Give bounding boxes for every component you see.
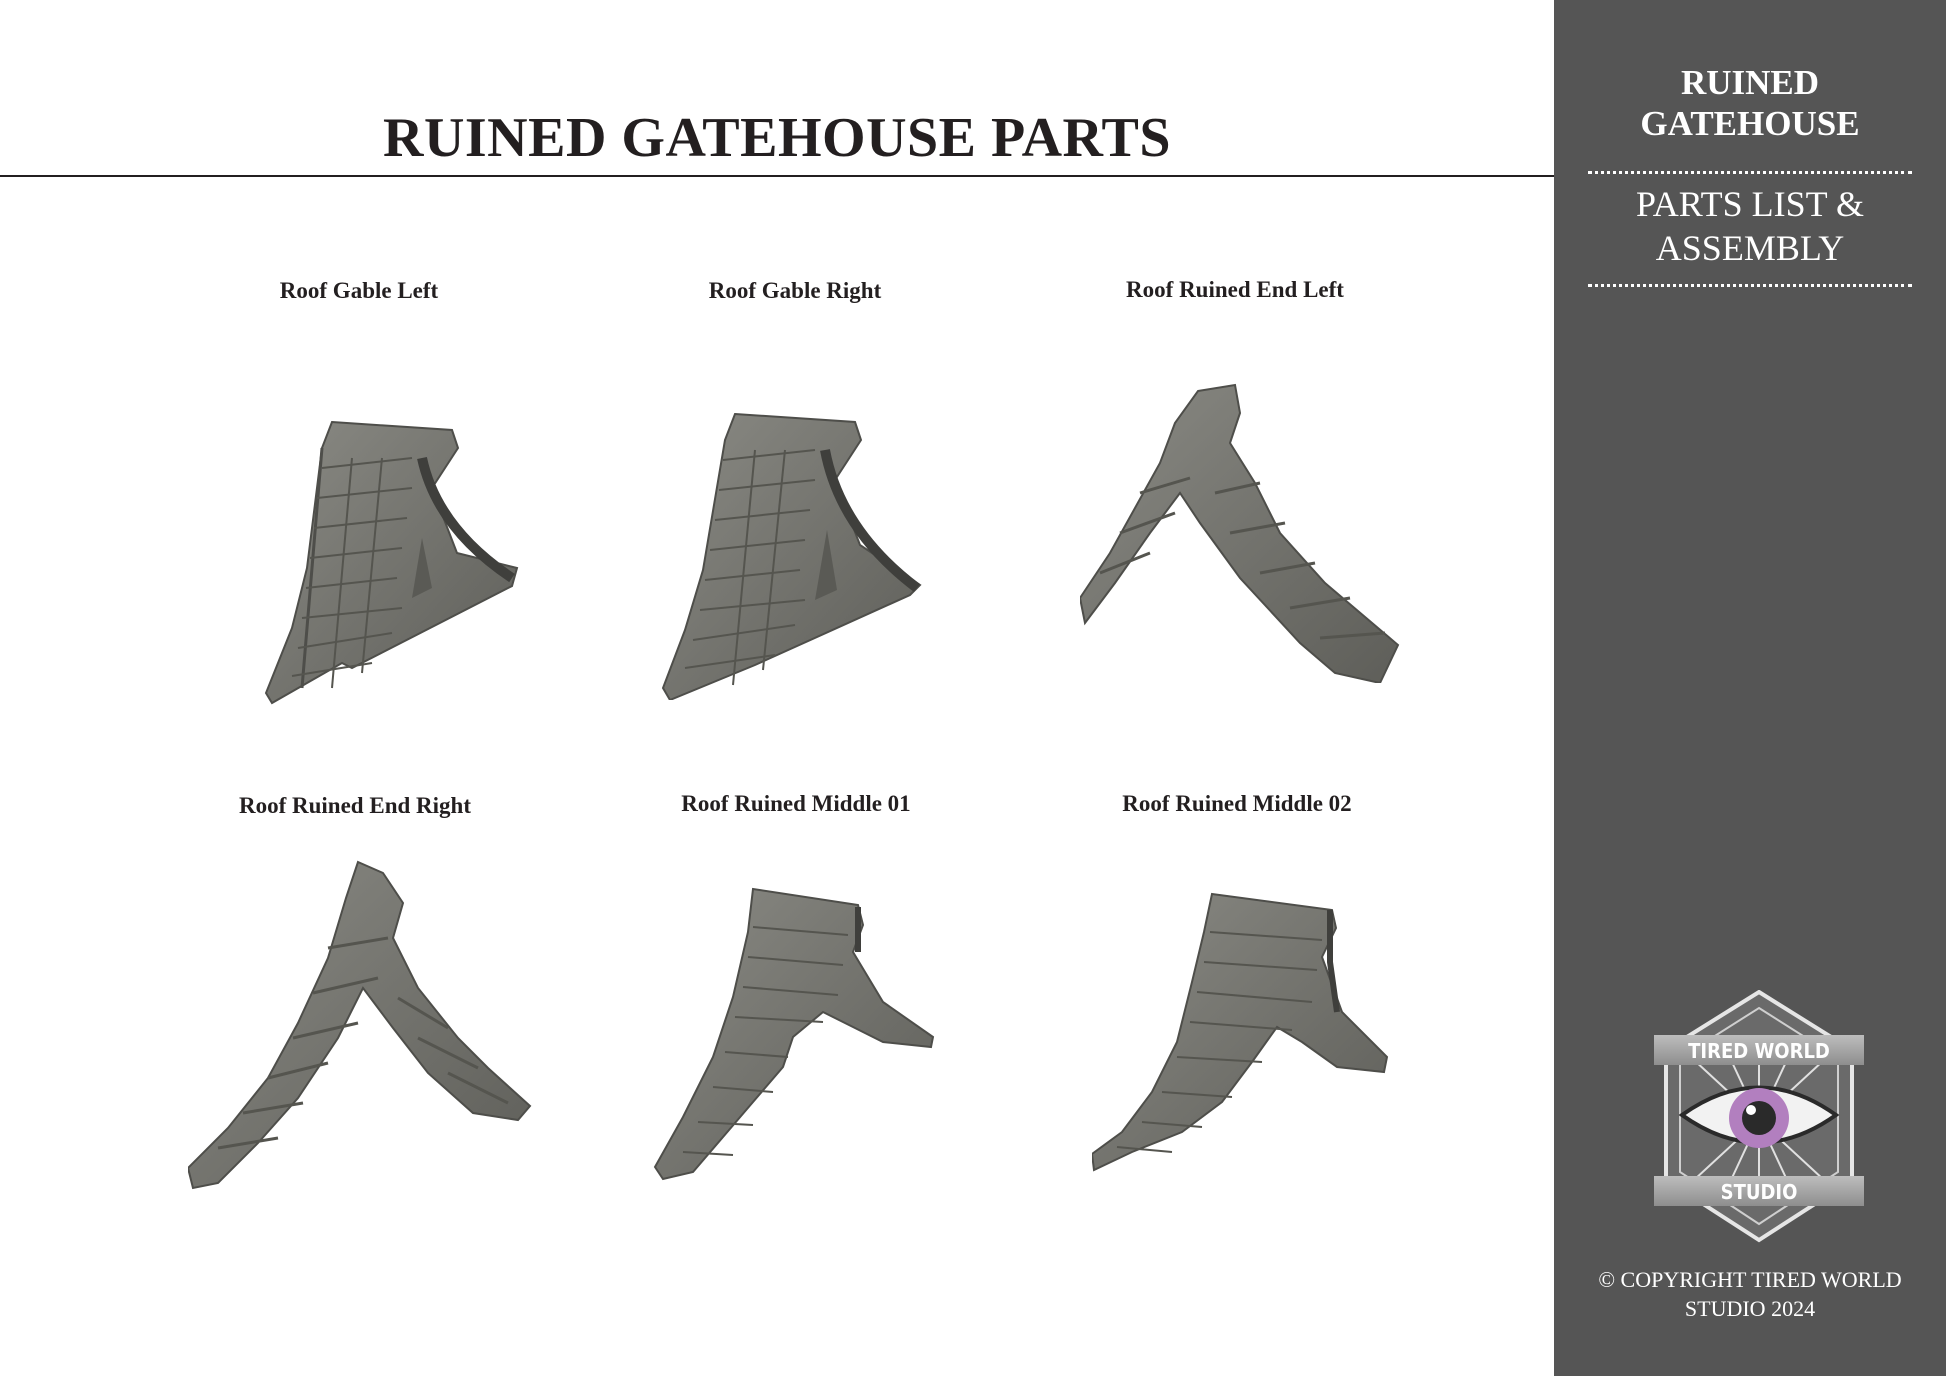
part-label-roof-gable-left: Roof Gable Left <box>279 278 439 303</box>
sidebar-title-line-1: RUINED <box>1680 63 1820 102</box>
sidebar-title-line-2: GATEHOUSE <box>1640 104 1860 143</box>
dotted-divider-bottom <box>1588 284 1912 287</box>
sidebar-subtitle <box>1554 182 1946 270</box>
copyright-line-2: STUDIO 2024 <box>1684 1296 1816 1321</box>
roof-ruined-middle-02-model <box>1092 892 1392 1177</box>
sidebar <box>1554 0 1946 1376</box>
dotted-divider-top <box>1588 171 1912 174</box>
roof-gable-left-model <box>262 418 522 708</box>
part-label-roof-ruined-end-right: Roof Ruined End Right <box>239 793 471 818</box>
sidebar-subtitle-line-2: ASSEMBLY <box>1655 228 1845 268</box>
sidebar-title <box>1554 62 1946 144</box>
tired-world-studio-logo <box>1654 990 1864 1250</box>
part-label-roof-ruined-middle-01: Roof Ruined Middle 01 <box>681 791 911 816</box>
roof-ruined-end-right-model <box>188 858 533 1198</box>
copyright-line-1: © COPYRIGHT TIRED WORLD <box>1598 1267 1902 1292</box>
page-title: RUINED GATEHOUSE PARTS <box>383 107 1171 169</box>
logo-top-text: TIRED WORLD <box>1688 1039 1830 1063</box>
sidebar-subtitle-line-1: PARTS LIST & <box>1636 184 1864 224</box>
part-label-roof-ruined-middle-02: Roof Ruined Middle 02 <box>1122 791 1352 816</box>
part-label-roof-gable-right: Roof Gable Right <box>708 278 882 303</box>
roof-ruined-middle-01-model <box>653 887 938 1182</box>
title-divider <box>0 175 1554 177</box>
logo-bottom-text: STUDIO <box>1720 1180 1798 1204</box>
copyright-notice <box>1554 1265 1946 1323</box>
roof-ruined-end-left-model <box>1080 383 1405 683</box>
part-label-roof-ruined-end-left: Roof Ruined End Left <box>1126 277 1344 302</box>
roof-gable-right-model <box>655 410 925 700</box>
